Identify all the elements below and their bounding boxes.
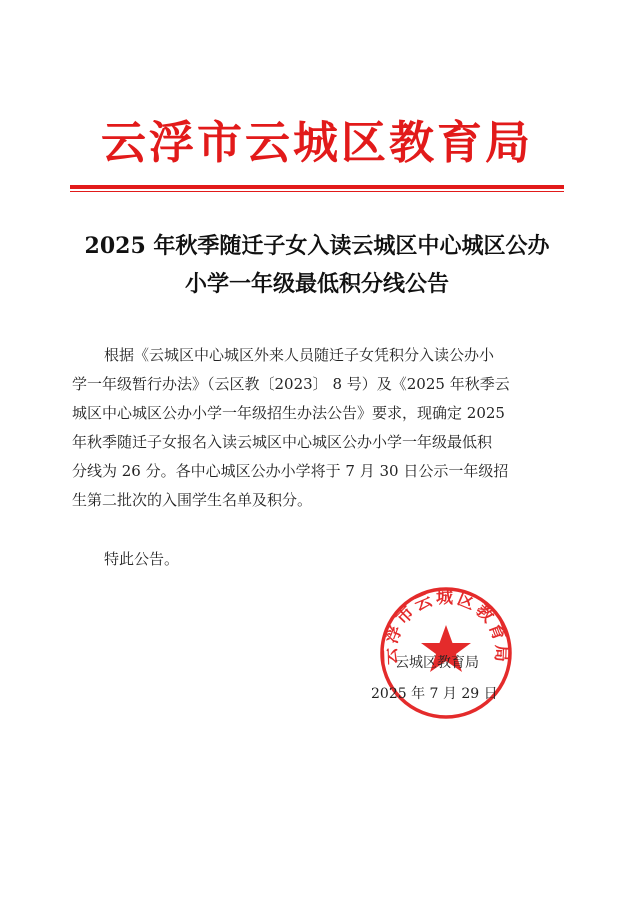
body-line-4: 年秋季随迁子女报名入读云城区中心城区公办小学一年级最低积 (72, 433, 493, 451)
body-line-3: 城区中心城区公办小学一年级招生办法公告》要求，现确定 2025 (72, 404, 505, 422)
signature-date: 2025 年 7 月 29 日 (371, 686, 498, 702)
issuing-authority-header: 云浮市云城区教育局 (100, 116, 533, 169)
signature-organization: 云城区教育局 (395, 655, 479, 671)
notice-body (72, 341, 564, 515)
closing-remark: 特此公告。 (104, 550, 180, 568)
body-line-5: 分线为 26 分。各中心城区公办小学将于 7 月 30 日公示一年级招 (72, 462, 509, 480)
header-rule-thin (70, 191, 564, 192)
body-line-2: 学一年级暂行办法》（云区教〔2023〕 8 号）及《2025 年秋季云 (72, 375, 510, 393)
body-line-1: 根据《云城区中心城区外来人员随迁子女凭积分入读公办小 (104, 346, 495, 364)
notice-title (60, 227, 574, 303)
body-line-6: 生第二批次的入围学生名单及积分。 (72, 491, 313, 509)
header-rule-thick (70, 185, 564, 189)
notice-title-line-2: 小学一年级最低积分线公告 (184, 271, 449, 297)
seal-text: 云浮市云城区教育局 (380, 588, 512, 666)
notice-title-line-1: 2025 年秋季随迁子女入读云城区中心城区公办 (84, 233, 550, 259)
